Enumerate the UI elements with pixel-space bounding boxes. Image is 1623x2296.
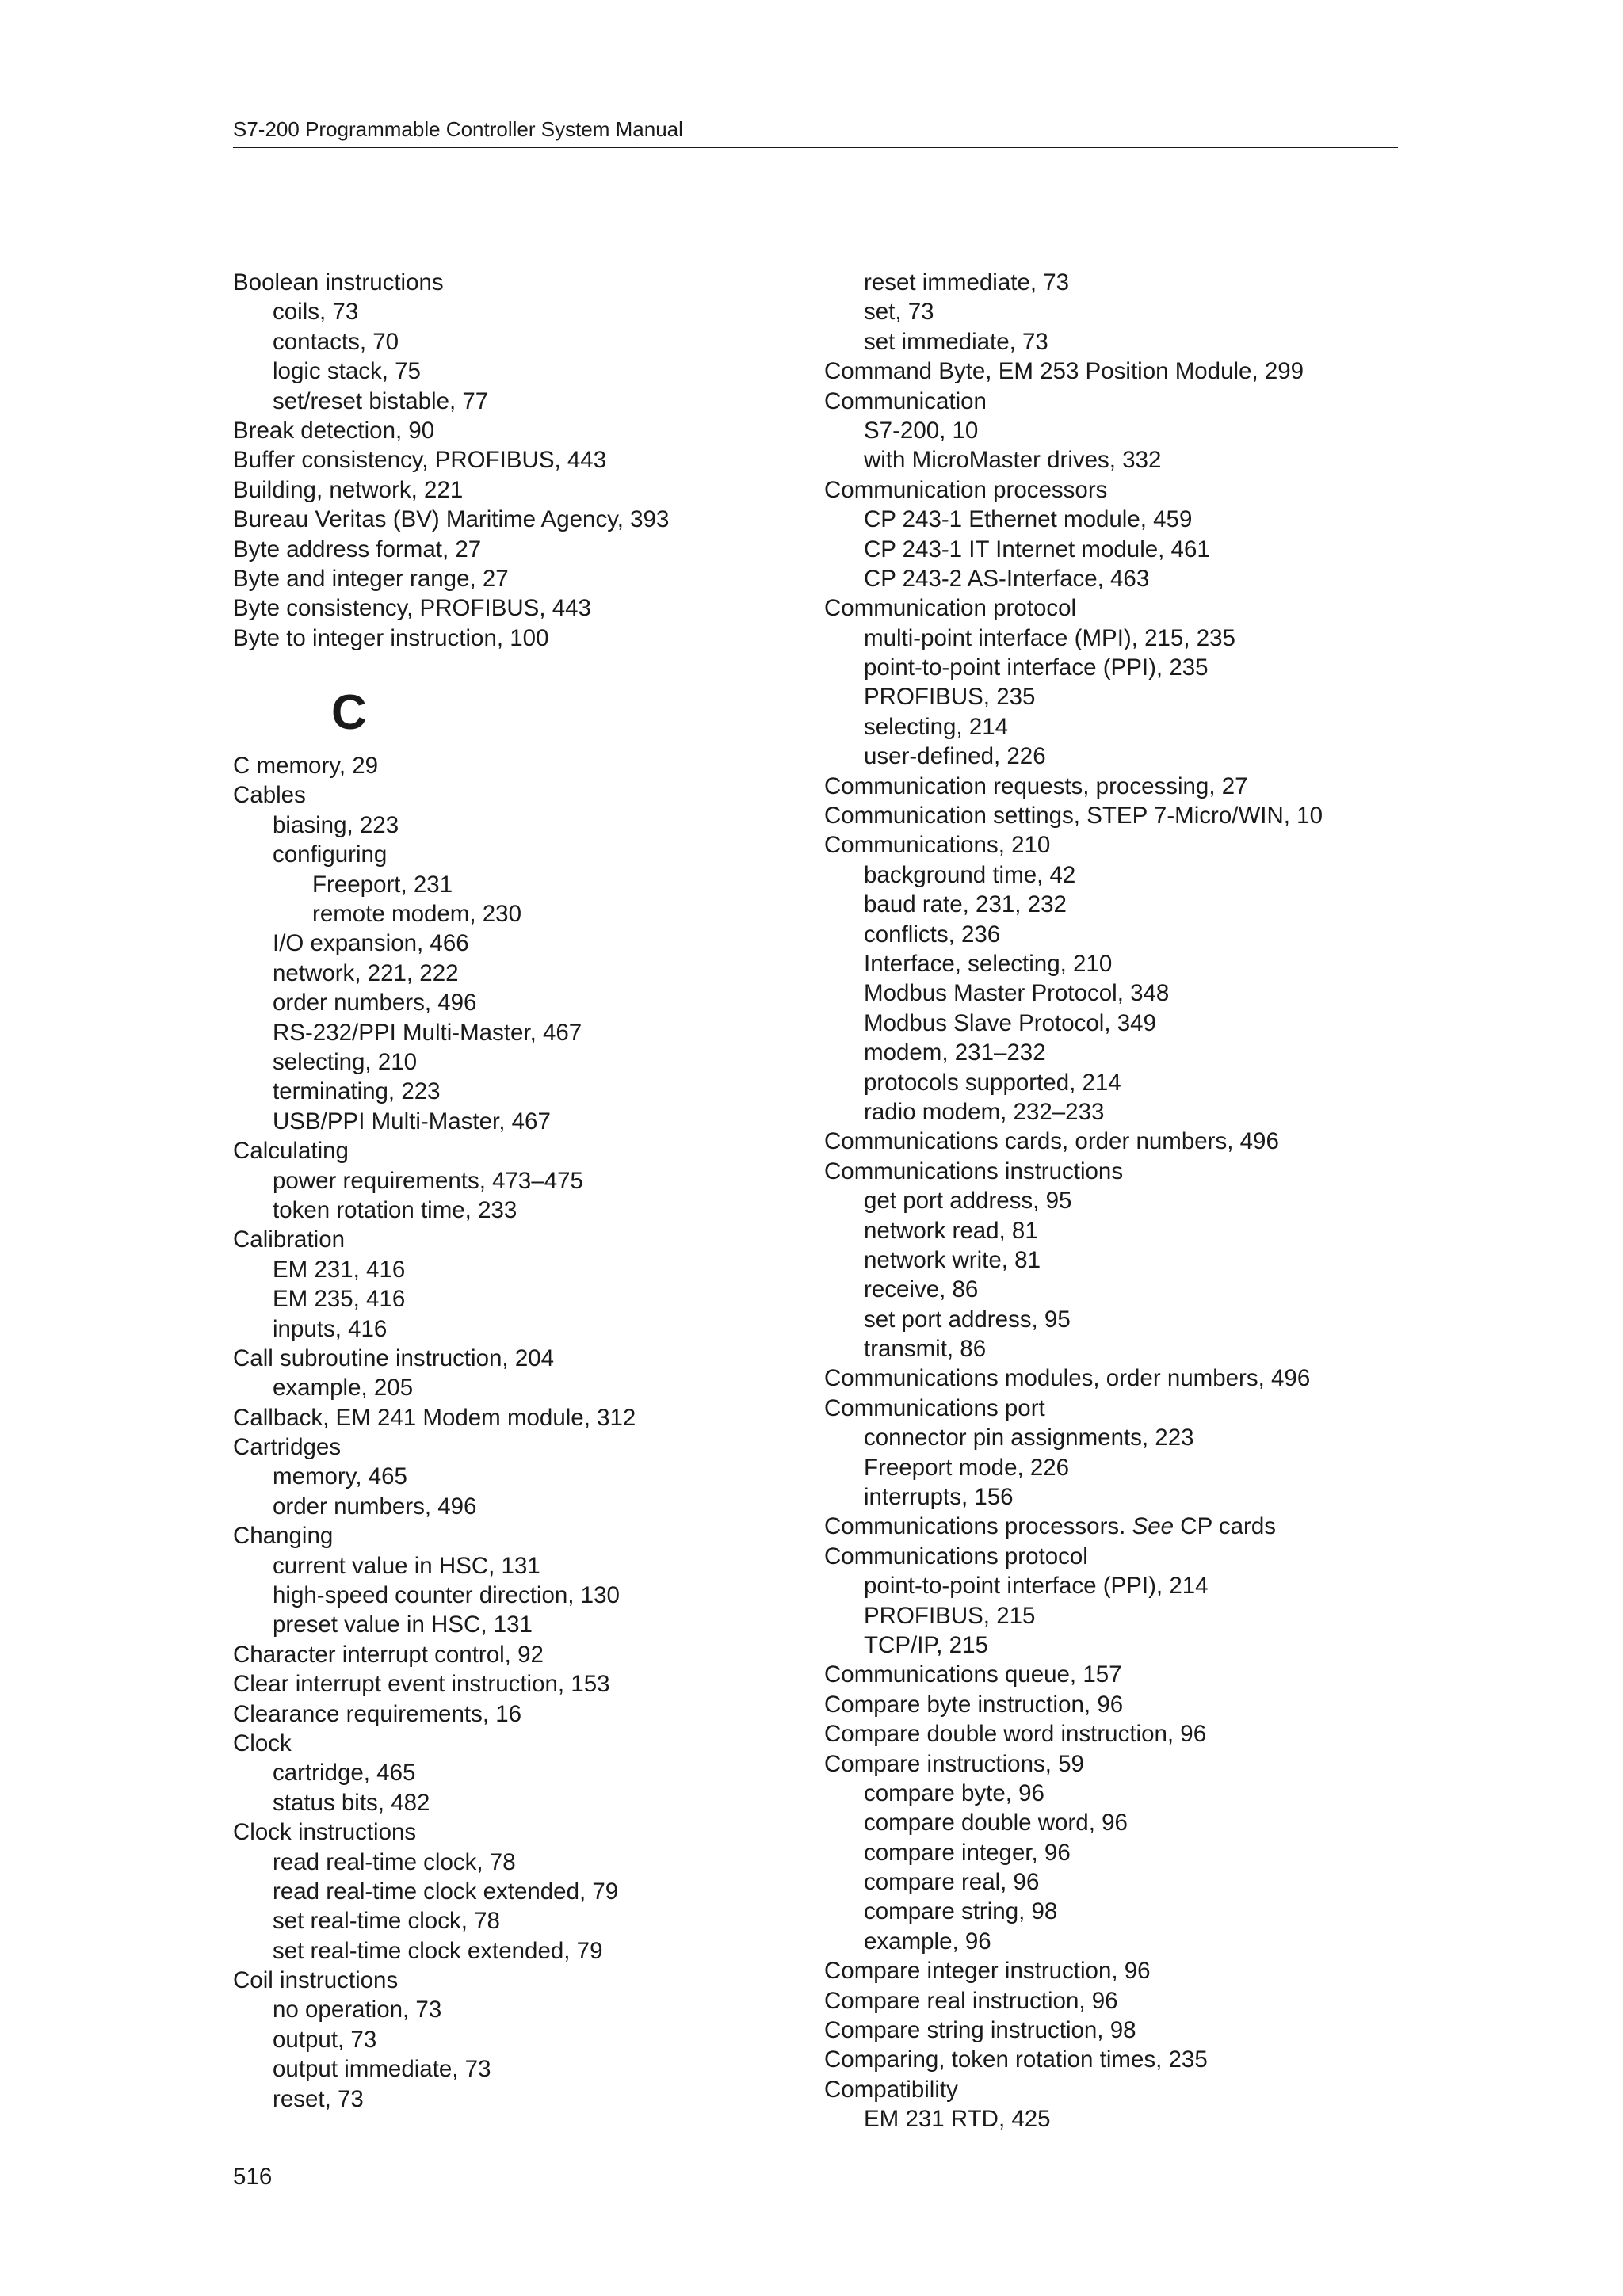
index-entry: Compatibility bbox=[824, 2076, 958, 2103]
page-number: 516 bbox=[233, 2164, 273, 2190]
index-entry: Calibration bbox=[233, 1226, 346, 1253]
index-subentry: selecting, 214 bbox=[864, 713, 1009, 740]
index-entry: Byte to integer instruction, 100 bbox=[233, 624, 549, 651]
index-subentry: compare byte, 96 bbox=[864, 1779, 1044, 1806]
index-subentry: USB/PPI Multi-Master, 467 bbox=[273, 1108, 551, 1135]
index-column-right bbox=[824, 268, 1411, 2134]
index-subentry: Modbus Slave Protocol, 349 bbox=[864, 1009, 1156, 1036]
index-subentry: read real-time clock, 78 bbox=[273, 1848, 516, 1875]
index-subentry: user-defined, 226 bbox=[864, 743, 1046, 770]
index-subentry: compare double word, 96 bbox=[864, 1810, 1128, 1836]
index-entry: Callback, EM 241 Modem module, 312 bbox=[233, 1404, 636, 1431]
index-entry: Break detection, 90 bbox=[233, 417, 435, 444]
index-subentry: coils, 73 bbox=[273, 299, 359, 326]
index-entry: Coil instructions bbox=[233, 1967, 399, 1994]
index-subentry: set/reset bistable, 77 bbox=[273, 387, 489, 414]
index-subentry: multi-point interface (MPI), 215, 235 bbox=[864, 624, 1235, 651]
index-entry: Character interrupt control, 92 bbox=[233, 1641, 544, 1668]
index-subentry: background time, 42 bbox=[864, 861, 1076, 888]
index-subsubentry: remote modem, 230 bbox=[312, 901, 521, 928]
index-subsubentry: Freeport, 231 bbox=[312, 871, 453, 898]
index-entry: Communication requests, processing, 27 bbox=[824, 772, 1248, 799]
index-subentry: Modbus Master Protocol, 348 bbox=[864, 980, 1170, 1007]
index-subentry: read real-time clock extended, 79 bbox=[273, 1878, 619, 1905]
index-group-b bbox=[233, 268, 819, 653]
index-subentry: reset immediate, 73 bbox=[864, 269, 1070, 296]
index-subentry: set, 73 bbox=[864, 299, 934, 326]
index-entry: C memory, 29 bbox=[233, 753, 379, 780]
index-subentry: token rotation time, 233 bbox=[273, 1196, 517, 1223]
index-column-left bbox=[233, 268, 819, 2114]
index-entry: Bureau Veritas (BV) Maritime Agency, 393 bbox=[233, 506, 670, 533]
index-entry: Cartridges bbox=[233, 1434, 342, 1461]
index-entry: Compare double word instruction, 96 bbox=[824, 1721, 1207, 1748]
index-subentry: CP 243-1 IT Internet module, 461 bbox=[864, 536, 1210, 563]
index-subentry: receive, 86 bbox=[864, 1276, 979, 1303]
index-subentry: EM 231, 416 bbox=[273, 1256, 406, 1283]
index-subentry: protocols supported, 214 bbox=[864, 1069, 1121, 1096]
index-entry: Compare integer instruction, 96 bbox=[824, 1958, 1151, 1985]
index-entry: Cables bbox=[233, 782, 306, 809]
index-subentry: get port address, 95 bbox=[864, 1188, 1072, 1215]
section-letter-c: C bbox=[331, 685, 367, 741]
index-entry: Communications cards, order numbers, 496 bbox=[824, 1128, 1279, 1155]
index-entry: Buffer consistency, PROFIBUS, 443 bbox=[233, 447, 607, 474]
index-subentry: compare integer, 96 bbox=[864, 1839, 1071, 1866]
index-subentry: example, 205 bbox=[273, 1375, 414, 1402]
index-subentry: transmit, 86 bbox=[864, 1336, 987, 1363]
index-entry: Byte and integer range, 27 bbox=[233, 565, 509, 592]
index-subentry: example, 96 bbox=[864, 1928, 991, 1955]
index-entry: Communication settings, STEP 7-Micro/WIN, 10 bbox=[824, 803, 1323, 830]
index-subentry: CP 243-1 Ethernet module, 459 bbox=[864, 506, 1193, 533]
index-subentry: logic stack, 75 bbox=[273, 358, 421, 385]
index-subentry: biasing, 223 bbox=[273, 811, 399, 838]
index-entry: Clock bbox=[233, 1730, 292, 1756]
cross-reference-target: CP cards bbox=[1174, 1513, 1277, 1540]
index-subentry: network write, 81 bbox=[864, 1246, 1041, 1273]
entry-text: Communications processors. bbox=[824, 1513, 1132, 1540]
cross-reference-see: See bbox=[1132, 1513, 1174, 1540]
running-header: S7-200 Programmable Controller System Manual bbox=[233, 117, 683, 141]
index-entry: Communication processors bbox=[824, 476, 1108, 503]
index-subentry: cartridge, 465 bbox=[273, 1760, 416, 1787]
index-entry: Communication protocol bbox=[824, 595, 1077, 622]
index-entry: Communication bbox=[824, 387, 987, 414]
index-subentry: connector pin assignments, 223 bbox=[864, 1425, 1194, 1451]
index-subentry: point-to-point interface (PPI), 214 bbox=[864, 1573, 1209, 1600]
index-entry: Command Byte, EM 253 Position Module, 299 bbox=[824, 358, 1304, 385]
index-subentry: interrupts, 156 bbox=[864, 1484, 1014, 1511]
index-entry: Comparing, token rotation times, 235 bbox=[824, 2046, 1208, 2073]
index-subentry: RS-232/PPI Multi-Master, 467 bbox=[273, 1019, 582, 1046]
index-entry: Communications, 210 bbox=[824, 832, 1051, 859]
index-subentry: PROFIBUS, 235 bbox=[864, 684, 1036, 711]
index-subentry: compare real, 96 bbox=[864, 1869, 1040, 1896]
index-subentry: CP 243-2 AS-Interface, 463 bbox=[864, 565, 1150, 592]
index-subentry: baud rate, 231, 232 bbox=[864, 891, 1067, 918]
index-entry: Clock instructions bbox=[233, 1819, 417, 1846]
index-entry: Compare string instruction, 98 bbox=[824, 2017, 1136, 2044]
index-subentry: Freeport mode, 226 bbox=[864, 1454, 1070, 1481]
index-entry: Clear interrupt event instruction, 153 bbox=[233, 1671, 610, 1698]
index-subentry: radio modem, 232–233 bbox=[864, 1098, 1105, 1125]
index-subentry: selecting, 210 bbox=[273, 1048, 418, 1075]
index-subentry: EM 235, 416 bbox=[273, 1286, 406, 1313]
index-entry: Building, network, 221 bbox=[233, 476, 464, 503]
index-subentry: compare string, 98 bbox=[864, 1898, 1058, 1925]
index-entry: Byte consistency, PROFIBUS, 443 bbox=[233, 595, 591, 622]
index-entry: Communications instructions bbox=[824, 1158, 1124, 1184]
index-subentry: with MicroMaster drives, 332 bbox=[864, 447, 1162, 474]
index-entry: Clearance requirements, 16 bbox=[233, 1700, 522, 1727]
index-entry: Calculating bbox=[233, 1138, 349, 1165]
index-entry: Communications queue, 157 bbox=[824, 1661, 1122, 1688]
index-subentry: set real-time clock extended, 79 bbox=[273, 1937, 603, 1964]
index-entry bbox=[824, 1512, 1411, 1541]
index-subentry: contacts, 70 bbox=[273, 328, 399, 355]
index-subentry: memory, 465 bbox=[273, 1463, 407, 1490]
index-entry: Byte address format, 27 bbox=[233, 536, 482, 563]
header-rule bbox=[233, 147, 1398, 148]
index-subentry: network read, 81 bbox=[864, 1217, 1038, 1244]
index-subentry: I/O expansion, 466 bbox=[273, 930, 469, 957]
index-subentry: PROFIBUS, 215 bbox=[864, 1602, 1036, 1629]
index-subentry: terminating, 223 bbox=[273, 1078, 441, 1105]
index-subentry: output, 73 bbox=[273, 2026, 377, 2053]
index-subentry: preset value in HSC, 131 bbox=[273, 1611, 533, 1638]
index-subentry: conflicts, 236 bbox=[864, 921, 1001, 948]
index-entry: Compare instructions, 59 bbox=[824, 1750, 1084, 1777]
index-subentry: EM 231 RTD, 425 bbox=[864, 2106, 1051, 2133]
index-subentry: network, 221, 222 bbox=[273, 959, 459, 986]
index-entry: Call subroutine instruction, 204 bbox=[233, 1344, 555, 1371]
index-group-c bbox=[233, 751, 819, 2114]
index-subentry: no operation, 73 bbox=[273, 1997, 442, 2023]
index-subentry: high-speed counter direction, 130 bbox=[273, 1582, 620, 1609]
index-entry: Communications modules, order numbers, 496 bbox=[824, 1365, 1311, 1392]
index-subentry: current value in HSC, 131 bbox=[273, 1552, 540, 1579]
index-subentry: Interface, selecting, 210 bbox=[864, 950, 1113, 977]
index-subentry: S7-200, 10 bbox=[864, 417, 979, 444]
index-entry: Communications port bbox=[824, 1394, 1045, 1421]
index-subentry: set port address, 95 bbox=[864, 1306, 1071, 1333]
index-entry: Boolean instructions bbox=[233, 269, 444, 296]
index-entry: Changing bbox=[233, 1523, 334, 1550]
index-subentry: inputs, 416 bbox=[273, 1315, 388, 1342]
index-entry: Compare real instruction, 96 bbox=[824, 1987, 1118, 2014]
index-subentry: power requirements, 473–475 bbox=[273, 1167, 583, 1194]
index-subentry: configuring bbox=[273, 841, 388, 868]
index-subentry: point-to-point interface (PPI), 235 bbox=[864, 654, 1209, 681]
index-entry: Communications protocol bbox=[824, 1543, 1088, 1569]
index-subentry: set real-time clock, 78 bbox=[273, 1908, 500, 1935]
index-subentry: output immediate, 73 bbox=[273, 2056, 491, 2083]
index-subentry: order numbers, 496 bbox=[273, 990, 477, 1016]
index-subentry: modem, 231–232 bbox=[864, 1039, 1046, 1066]
index-subentry: set immediate, 73 bbox=[864, 328, 1048, 355]
index-entry: Compare byte instruction, 96 bbox=[824, 1691, 1124, 1718]
index-subentry: status bits, 482 bbox=[273, 1789, 430, 1816]
index-subentry: order numbers, 496 bbox=[273, 1493, 477, 1520]
index-subentry: TCP/IP, 215 bbox=[864, 1631, 988, 1658]
index-subentry: reset, 73 bbox=[273, 2085, 364, 2112]
